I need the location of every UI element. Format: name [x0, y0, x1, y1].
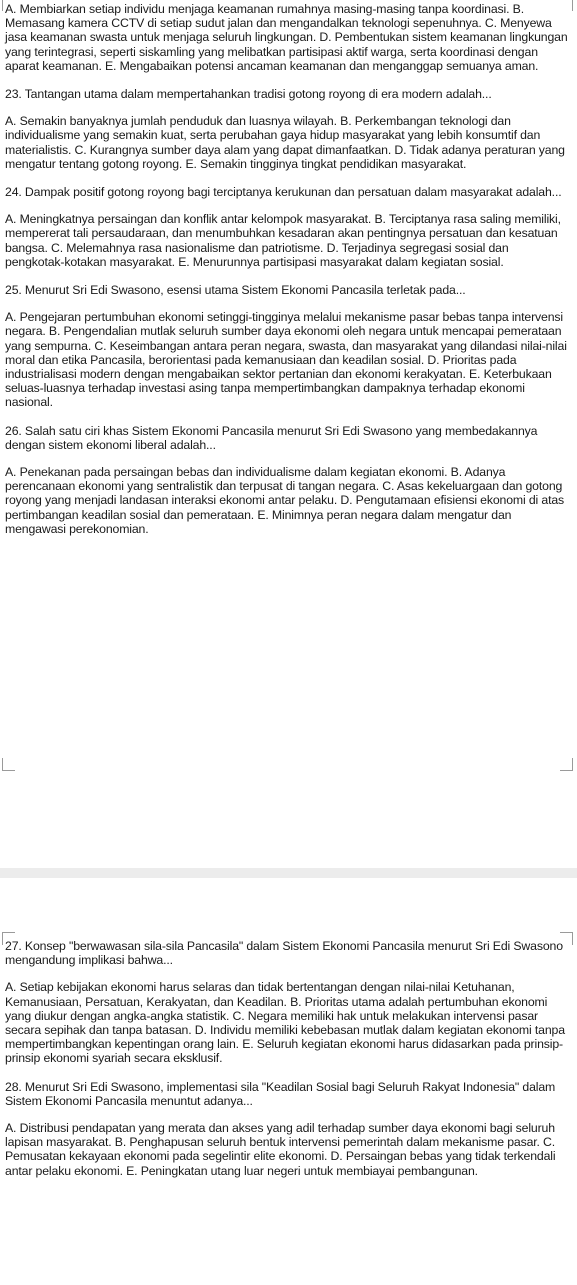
question-28: 28. Menurut Sri Edi Swasono, implementasi sila "Keadilan Sosial bagi Seluruh Rakyat Indonesia" dalam Sistem Ekonomi Pancasila menuntut adanya... — [5, 1079, 556, 1108]
question-23: 23. Tantangan utama dalam mempertahankan tradisi gotong royong di era modern adalah... — [5, 87, 492, 102]
answer-options: A. Pengejaran pertumbuhan ekonomi setinggi-tingginya melalui mekanisme pasar bebas tanpa intervensi negara. B. Pengendalian mutlak seluruh sumber daya ekonomi oleh negara untuk mencapai pemerataan yang sempurna. C. Keseimbangan antara peran negara, swasta, dan masyarakat yang dilandasi nilai-nilai moral dan etika Pancasila, berorientasi pada kemanusiaan dan keadilan sosial. D. Prioritas pada industrialisasi modern dengan mengabaikan sektor pertanian dan ekonomi kerakyatan. E. Keterbukaan seluas-luasnya terhadap investasi asing tanpa mempertimbangkan dampaknya terhadap ekonomi nasional. — [5, 310, 567, 410]
page-separator — [0, 868, 577, 878]
question-27: 27. Konsep "berwawasan sila-sila Pancasila" dalam Sistem Ekonomi Pancasila menurut Sri Edi Swasono mengandung implikasi bahwa... — [5, 939, 563, 968]
question-25: 25. Menurut Sri Edi Swasono, esensi utama Sistem Ekonomi Pancasila terletak pada... — [5, 283, 466, 298]
crop-mark — [560, 758, 573, 771]
answer-options: A. Setiap kebijakan ekonomi harus selaras dan tidak bertentangan dengan nilai-nilai Ketuhanan, Kemanusiaan, Persatuan, Kerakyatan, dan Keadilan. B. Prioritas utama adalah pertumbuhan ekonomi yang diukur dengan angka-angka statistik. C. Negara memiliki hak untuk melakukan intervensi pasar secara sepihak dan tanpa batasan. D. Individu memiliki kebebasan mutlak dalam kegiatan ekonomi tanpa mempertimbangkan kepentingan orang lain. E. Seluruh kegiatan ekonomi harus didasarkan pada prinsip-prinsip ekonomi syariah secara eksklusif. — [5, 980, 565, 1066]
answer-options: A. Distribusi pendapatan yang merata dan akses yang adil terhadap sumber daya ekonomi bagi seluruh lapisan masyarakat. B. Penghapusan seluruh bentuk intervensi pemerintah dalam mekanisme pasar. C. Pemusatan kekayaan ekonomi pada segelintir elite ekonomi. D. Persaingan bebas yang tidak terkendali antar pelaku ekonomi. E. Peningkatan utang luar negeri untuk membiayai pembangunan. — [5, 1121, 556, 1178]
crop-mark — [2, 758, 15, 771]
answer-options: A. Meningkatnya persaingan dan konflik antar kelompok masyarakat. B. Terciptanya rasa saling memiliki, mempererat tali persaudaraan, dan menumbuhkan kesadaran akan pentingnya persatuan dan kesatuan bangsa. C. Melemahnya rasa nasionalisme dan patriotisme. D. Terjadinya segregasi sosial dan pengkotak-kotakan masyarakat. E. Menurunnya partisipasi masyarakat dalam kegiatan sosial. — [5, 212, 561, 269]
document-page-2 — [0, 878, 577, 1285]
answer-options: A. Membiarkan setiap individu menjaga keamanan rumahnya masing-masing tanpa koordinasi. B. Memasang kamera CCTV di setiap sudut jalan dan mengandalkan teknologi sepenuhnya. C. Menyewa jasa keamanan swasta untuk menjaga seluruh lingkungan. D. Pembentukan sistem keamanan lingkungan yang terintegrasi, seperti siskamling yang melibatkan partisipasi aktif warga, serta koordinasi dengan aparat keamanan. E. Mengabaikan potensi ancaman keamanan dan menganggap semuanya aman. — [5, 2, 568, 73]
question-24: 24. Dampak positif gotong royong bagi terciptanya kerukunan dan persatuan dalam masyarakat adalah... — [5, 185, 562, 200]
question-26: 26. Salah satu ciri khas Sistem Ekonomi Pancasila menurut Sri Edi Swasono yang membedakannya dengan sistem ekonomi liberal adalah... — [5, 423, 538, 452]
answer-options: A. Penekanan pada persaingan bebas dan individualisme dalam kegiatan ekonomi. B. Adanya perencanaan ekonomi yang sentralistik dan terpusat di tangan negara. C. Asas kekeluargaan dan gotong royong yang menjadi landasan interaksi ekonomi antar pelaku. D. Pengutamaan efisiensi ekonomi di atas pertimbangan keadilan sosial dan pemerataan. E. Minimnya peran negara dalam mengatur dan mengawasi perekonomian. — [5, 465, 565, 536]
answer-options: A. Semakin banyaknya jumlah penduduk dan luasnya wilayah. B. Perkembangan teknologi dan individualisme yang semakin kuat, serta perubahan gaya hidup masyarakat yang lebih konsumtif dan materialistis. C. Kurangnya sumber daya alam yang dapat dimanfaatkan. D. Tidak adanya peraturan yang mengatur tentang gotong royong. E. Semakin tingginya tingkat pendidikan masyarakat. — [5, 114, 565, 171]
page-2-text — [5, 939, 571, 1178]
page-1-text — [5, 2, 571, 536]
